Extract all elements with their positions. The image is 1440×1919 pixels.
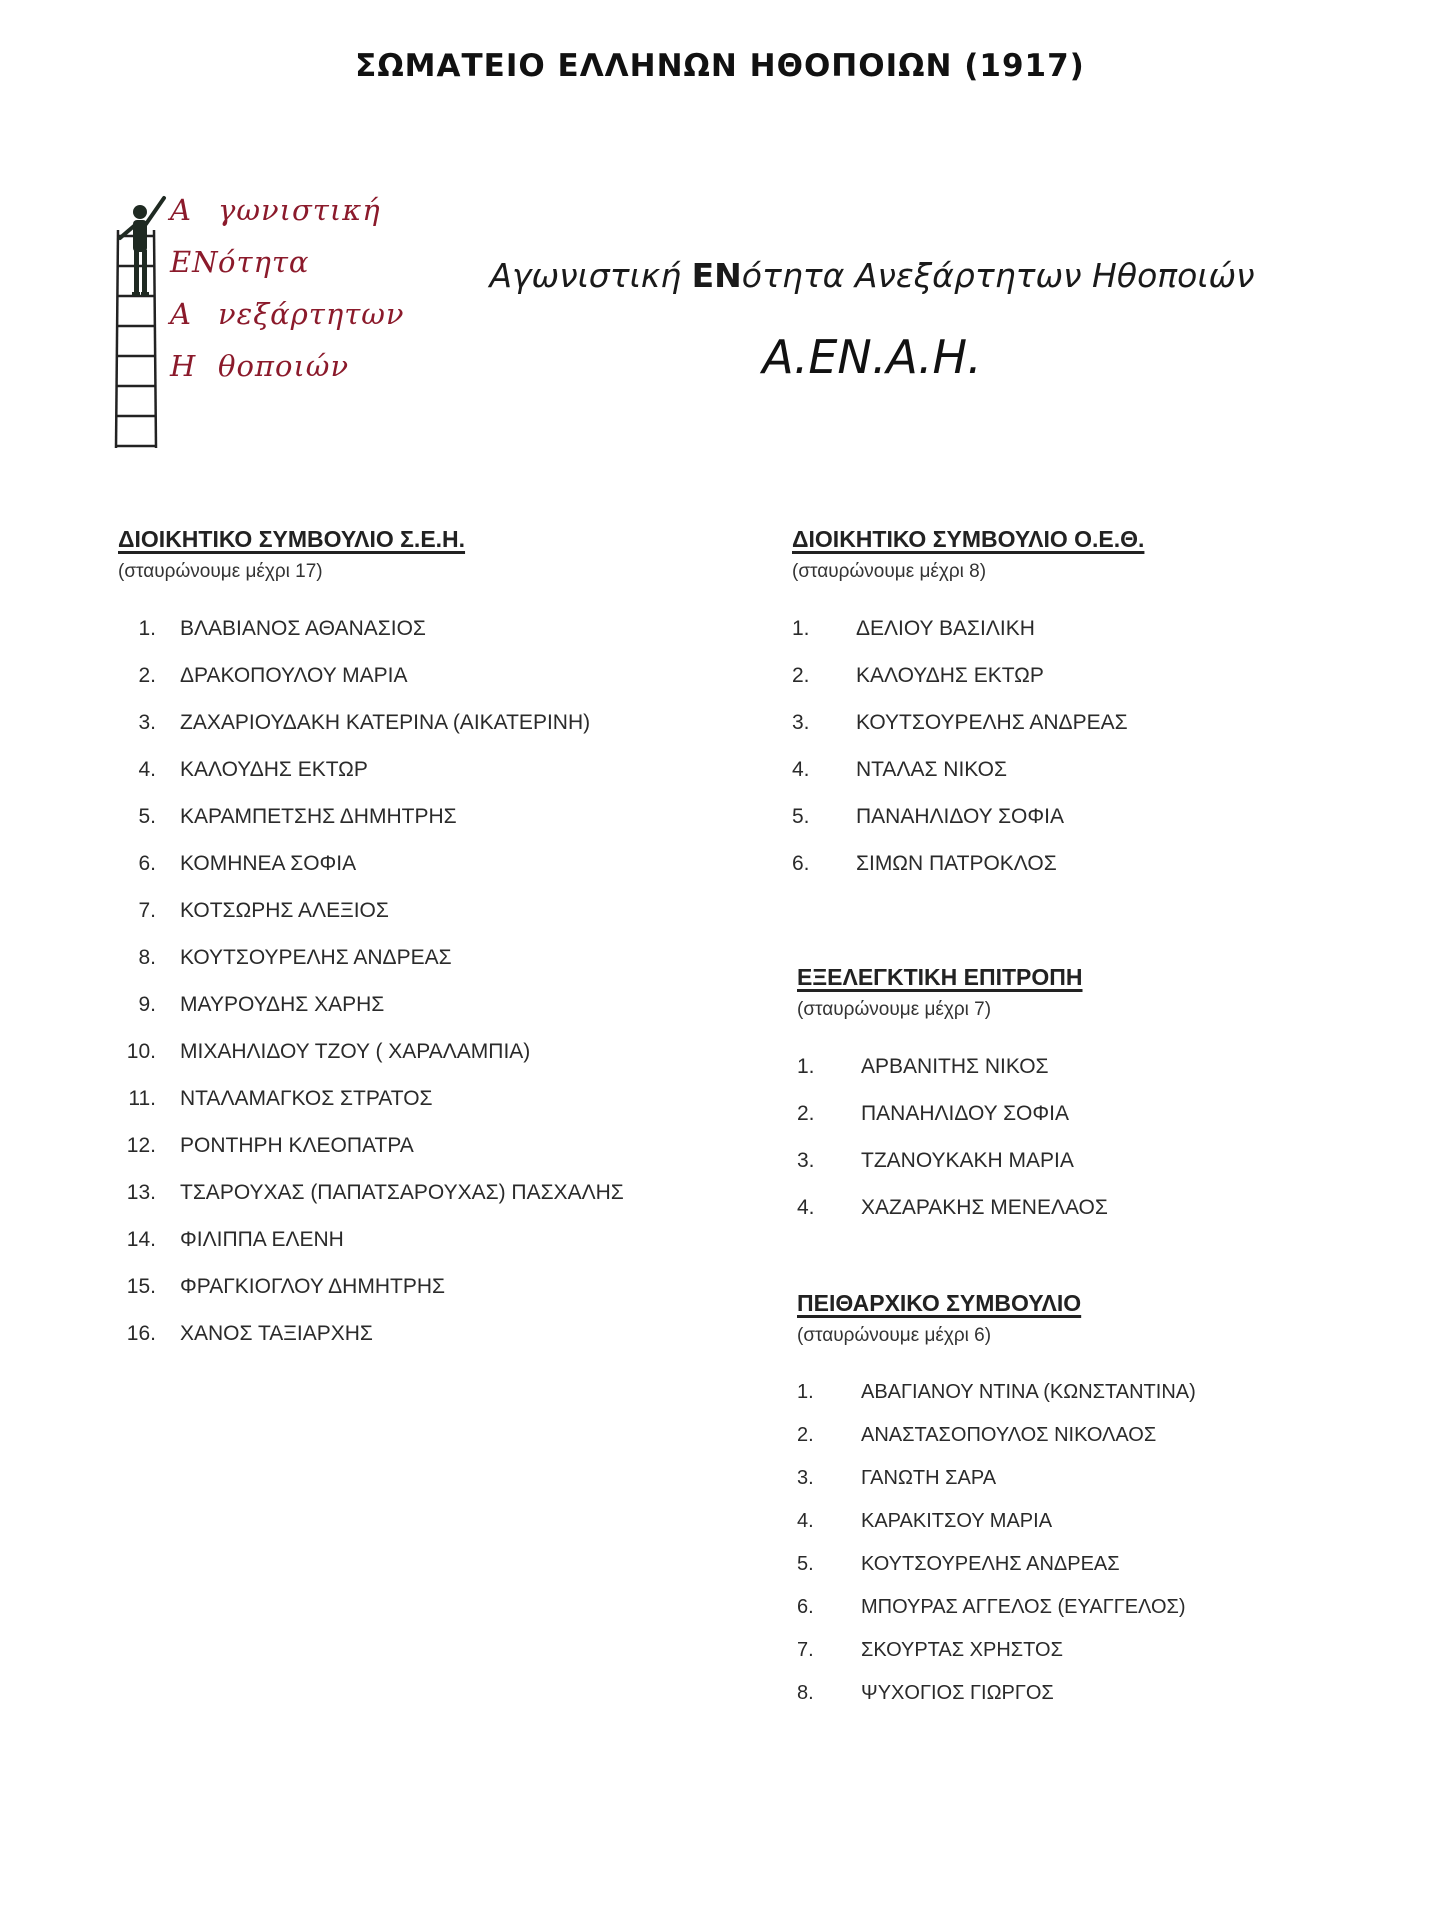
candidate-name: ΑΒΑΓΙΑΝΟΥ ΝΤΙΝΑ (ΚΩΝΣΤΑΝΤΙΝΑ) [861,1381,1196,1403]
section-audit-committee [797,964,1108,1243]
candidate-number: 2. [792,664,810,687]
candidate-list [118,617,624,1369]
candidate-number: 5. [138,805,156,828]
candidate-number: 7. [797,1639,814,1661]
candidate-number: 1. [797,1381,814,1403]
candidate-item [792,852,1144,899]
candidate-list [792,617,1144,899]
candidate-item [797,1102,1108,1149]
candidate-item [118,617,624,664]
section-heading: ΔΙΟΙΚΗΤΙΚΟ ΣΥΜΒΟΥΛΙΟ Σ.Ε.Η. [118,526,466,552]
candidate-name: ΑΡΒΑΝΙΤΗΣ ΝΙΚΟΣ [861,1055,1049,1078]
candidate-number: 10. [126,1040,156,1063]
candidate-number: 4. [797,1196,815,1219]
candidate-item [118,1087,624,1134]
candidate-list [797,1055,1108,1243]
candidate-item [118,946,624,993]
document-title: ΣΩΜΑΤΕΙΟ ΕΛΛΗΝΩΝ ΗΘΟΠΟΙΩΝ (1917) [355,48,1085,84]
candidate-item [118,1228,624,1275]
candidate-item [797,1424,1196,1467]
candidate-name: ΓΑΝΩΤΗ ΣΑΡΑ [861,1467,997,1489]
candidate-number: 13. [126,1181,156,1204]
candidate-number: 5. [797,1553,814,1575]
candidate-name: ΚΟΤΣΩΡΗΣ ΑΛΕΞΙΟΣ [180,899,389,922]
candidate-number: 8. [138,946,156,969]
candidate-item [797,1510,1196,1553]
candidate-number: 6. [792,852,810,875]
vote-limit-note: (σταυρώνουμε μέχρι 7) [797,999,992,1020]
candidate-item [118,664,624,711]
candidate-item [118,1134,624,1181]
candidate-number: 12. [126,1134,156,1157]
candidate-number: 4. [797,1510,814,1532]
candidate-number: 7. [138,899,156,922]
organization-full-name: Αγωνιστική ΕΝότητα Ανεξάρτητων Ηθοποιών [489,256,1255,295]
candidate-item [797,1196,1108,1243]
candidate-name: ΠΑΝΑΗΛΙΔΟΥ ΣΟΦΙΑ [861,1102,1069,1125]
candidate-item [797,1149,1108,1196]
candidate-name: ΦΙΛΙΠΠΑ ΕΛΕΝΗ [180,1228,344,1251]
logo-acronym-lines [170,184,405,392]
candidate-name: ΚΑΛΟΥΔΗΣ ΕΚΤΩΡ [180,758,368,781]
candidate-item [118,1040,624,1087]
candidate-number: 3. [797,1149,815,1172]
section-seh-board [118,526,624,1369]
vote-limit-note: (σταυρώνουμε μέχρι 17) [118,561,323,582]
candidate-number: 1. [797,1055,815,1078]
candidate-name: ΤΣΑΡΟΥΧΑΣ (ΠΑΠΑΤΣΑΡΟΥΧΑΣ) ΠΑΣΧΑΛΗΣ [180,1181,624,1204]
candidate-name: ΚΟΜΗΝΕΑ ΣΟΦΙΑ [180,852,357,875]
candidate-name: ΖΑΧΑΡΙΟΥΔΑΚΗ ΚΑΤΕΡΙΝΑ (ΑΙΚΑΤΕΡΙΝΗ) [180,711,591,734]
candidate-name: ΔΕΛΙΟΥ ΒΑΣΙΛΙΚΗ [856,617,1035,640]
candidate-item [797,1682,1196,1725]
section-disciplinary-board [797,1290,1196,1725]
candidate-number: 6. [797,1596,814,1618]
candidate-name: ΚΟΥΤΣΟΥΡΕΛΗΣ ΑΝΔΡΕΑΣ [180,946,452,969]
logo-line: Η θοποιών [170,349,350,383]
candidate-name: ΚΟΥΤΣΟΥΡΕΛΗΣ ΑΝΔΡΕΑΣ [856,711,1128,734]
organization-abbreviation: Α.ΕΝ.Α.Η. [762,330,982,384]
logo-line: Α νεξάρτητων [170,297,405,331]
candidate-number: 2. [797,1424,814,1446]
section-heading: ΔΙΟΙΚΗΤΙΚΟ ΣΥΜΒΟΥΛΙΟ Ο.Ε.Θ. [792,526,1145,552]
candidate-name: ΦΡΑΓΚΙΟΓΛΟΥ ΔΗΜΗΤΡΗΣ [180,1275,445,1298]
candidate-number: 1. [792,617,810,640]
candidate-name: ΜΠΟΥΡΑΣ ΑΓΓΕΛΟΣ (ΕΥΑΓΓΕΛΟΣ) [861,1596,1186,1618]
candidate-number: 11. [128,1087,156,1110]
candidate-number: 14. [126,1228,156,1251]
candidate-item [118,899,624,946]
candidate-name: ΧΑΖΑΡΑΚΗΣ ΜΕΝΕΛΑΟΣ [861,1196,1108,1219]
candidate-name: ΤΖΑΝΟΥΚΑΚΗ ΜΑΡΙΑ [861,1149,1074,1172]
candidate-item [797,1381,1196,1424]
section-oeth-board [792,526,1144,899]
candidate-number: 5. [792,805,810,828]
candidate-name: ΜΑΥΡΟΥΔΗΣ ΧΑΡΗΣ [180,993,385,1016]
candidate-name: ΨΥΧΟΓΙΟΣ ΓΙΩΡΓΟΣ [861,1682,1054,1704]
candidate-name: ΔΡΑΚΟΠΟΥΛΟΥ ΜΑΡΙΑ [180,664,408,687]
candidate-number: 15. [126,1275,156,1298]
candidate-name: ΧΑΝΟΣ ΤΑΞΙΑΡΧΗΣ [180,1322,373,1345]
candidate-item [792,664,1144,711]
candidate-item [792,805,1144,852]
candidate-number: 3. [138,711,156,734]
candidate-item [118,711,624,758]
ladder-climber-icon [112,178,172,458]
candidate-name: ΚΑΡΑΜΠΕΤΣΗΣ ΔΗΜΗΤΡΗΣ [180,805,457,828]
candidate-name: ΝΤΑΛΑΣ ΝΙΚΟΣ [856,758,1007,781]
candidate-name: ΑΝΑΣΤΑΣΟΠΟΥΛΟΣ ΝΙΚΟΛΑΟΣ [861,1424,1157,1446]
logo-line: Α γωνιστική [170,193,381,227]
candidate-number: 4. [792,758,810,781]
candidate-item [118,758,624,805]
candidate-number: 6. [138,852,156,875]
candidate-name: ΚΑΛΟΥΔΗΣ ΕΚΤΩΡ [856,664,1044,687]
candidate-item [118,1322,624,1369]
candidate-list [797,1381,1196,1725]
candidate-item [797,1553,1196,1596]
candidate-name: ΒΛΑΒΙΑΝΟΣ ΑΘΑΝΑΣΙΟΣ [180,617,426,640]
candidate-number: 1. [138,617,156,640]
candidate-number: 16. [126,1322,156,1345]
candidate-number: 4. [138,758,156,781]
candidate-item [118,1275,624,1322]
section-heading: ΕΞΕΛΕΓΚΤΙΚΗ ΕΠΙΤΡΟΠΗ [797,964,1083,990]
aenah-logo [112,178,442,458]
candidate-number: 3. [797,1467,814,1489]
section-heading: ΠΕΙΘΑΡΧΙΚΟ ΣΥΜΒΟΥΛΙΟ [797,1290,1082,1316]
candidate-item [118,805,624,852]
candidate-name: ΡΟΝΤΗΡΗ ΚΛΕΟΠΑΤΡΑ [180,1134,414,1157]
candidate-name: ΚΟΥΤΣΟΥΡΕΛΗΣ ΑΝΔΡΕΑΣ [861,1553,1120,1575]
candidate-name: ΠΑΝΑΗΛΙΔΟΥ ΣΟΦΙΑ [856,805,1064,828]
candidate-number: 2. [797,1102,815,1125]
candidate-item [118,993,624,1040]
candidate-name: ΣΚΟΥΡΤΑΣ ΧΡΗΣΤΟΣ [861,1639,1063,1661]
logo-line: ΕΝότητα [170,245,310,279]
candidate-item [792,617,1144,664]
candidate-item [118,852,624,899]
candidate-item [118,1181,624,1228]
vote-limit-note: (σταυρώνουμε μέχρι 8) [792,561,987,582]
candidate-item [797,1055,1108,1102]
candidate-name: ΝΤΑΛΑΜΑΓΚΟΣ ΣΤΡΑΤΟΣ [180,1087,433,1110]
candidate-item [792,711,1144,758]
candidate-name: ΜΙΧΑΗΛΙΔΟΥ ΤΖΟΥ ( ΧΑΡΑΛΑΜΠΙΑ) [180,1040,531,1063]
candidate-number: 8. [797,1682,814,1704]
candidate-item [797,1639,1196,1682]
candidate-number: 9. [138,993,156,1016]
candidate-name: ΚΑΡΑΚΙΤΣΟΥ ΜΑΡΙΑ [861,1510,1053,1532]
candidate-number: 3. [792,711,810,734]
candidate-item [797,1467,1196,1510]
candidate-item [797,1596,1196,1639]
candidate-item [792,758,1144,805]
candidate-number: 2. [138,664,156,687]
candidate-name: ΣΙΜΩΝ ΠΑΤΡΟΚΛΟΣ [856,852,1057,875]
vote-limit-note: (σταυρώνουμε μέχρι 6) [797,1325,992,1346]
